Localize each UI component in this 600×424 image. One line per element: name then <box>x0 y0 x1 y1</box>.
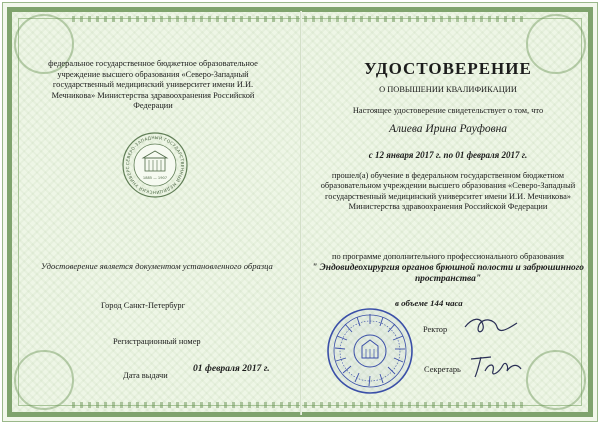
rector-label: Ректор <box>423 325 448 334</box>
training-hours: в объеме 144 часа <box>395 298 463 308</box>
corner-ornament <box>526 350 586 410</box>
secretary-signature-icon <box>465 351 525 381</box>
issuing-organization: федеральное государственное бюджетное образовательное учреждение высшего образования «Северо-Западный государственный медицинский университет имени И.И. Мечникова» Министерства здравоохранения Российской Федерации <box>48 59 258 110</box>
corner-ornament <box>14 350 74 410</box>
program-name: " Эндовидеохирургия органов брюшной полости и забрюшинного пространства" <box>312 263 584 284</box>
certificate <box>2 2 598 422</box>
certify-text: Настоящее удостоверение свидетельствует о том, что <box>352 106 544 115</box>
program-intro: по программе дополнительного профессионального образования <box>331 252 564 261</box>
rector-signature-icon <box>461 313 521 341</box>
secretary-label: Секретарь <box>424 365 461 374</box>
issue-date-label: Дата выдачи <box>123 371 168 380</box>
training-period: с 12 января 2017 г. по 01 февраля 2017 г. <box>368 150 528 160</box>
page-fold <box>300 11 302 415</box>
issue-date-value: 01 февраля 2017 г. <box>193 363 270 374</box>
holder-name: Алиева Ирина Рауфовна <box>388 123 508 135</box>
certificate-title: УДОСТОВЕРЕНИЕ <box>364 59 532 78</box>
document-note: Удостоверение является документом установленного образца <box>41 261 273 271</box>
official-seal-icon <box>325 306 415 396</box>
emblem-ring-text: СЕВЕРО-ЗАПАДНЫЙ ГОСУДАРСТВЕННЫЙ МЕДИЦИНСКИЙ УНИВЕРС <box>124 134 186 196</box>
university-emblem-icon <box>121 131 189 199</box>
registration-number-label: Регистрационный номер <box>113 337 201 346</box>
certificate-subtitle: О ПОВЫШЕНИИ КВАЛИФИКАЦИИ <box>379 85 517 94</box>
emblem-years: 1885 — 1907 <box>142 176 168 180</box>
city-label: Город Санкт-Петербург <box>101 301 186 310</box>
training-institution-text: прошел(а) обучение в федеральном государственном бюджетном образовательном учреждении высшего образования «Северо-Западный государственный медицинский университет имени И.И. Мечникова» Министерства здравоохранения Российской Федерации <box>320 171 576 211</box>
